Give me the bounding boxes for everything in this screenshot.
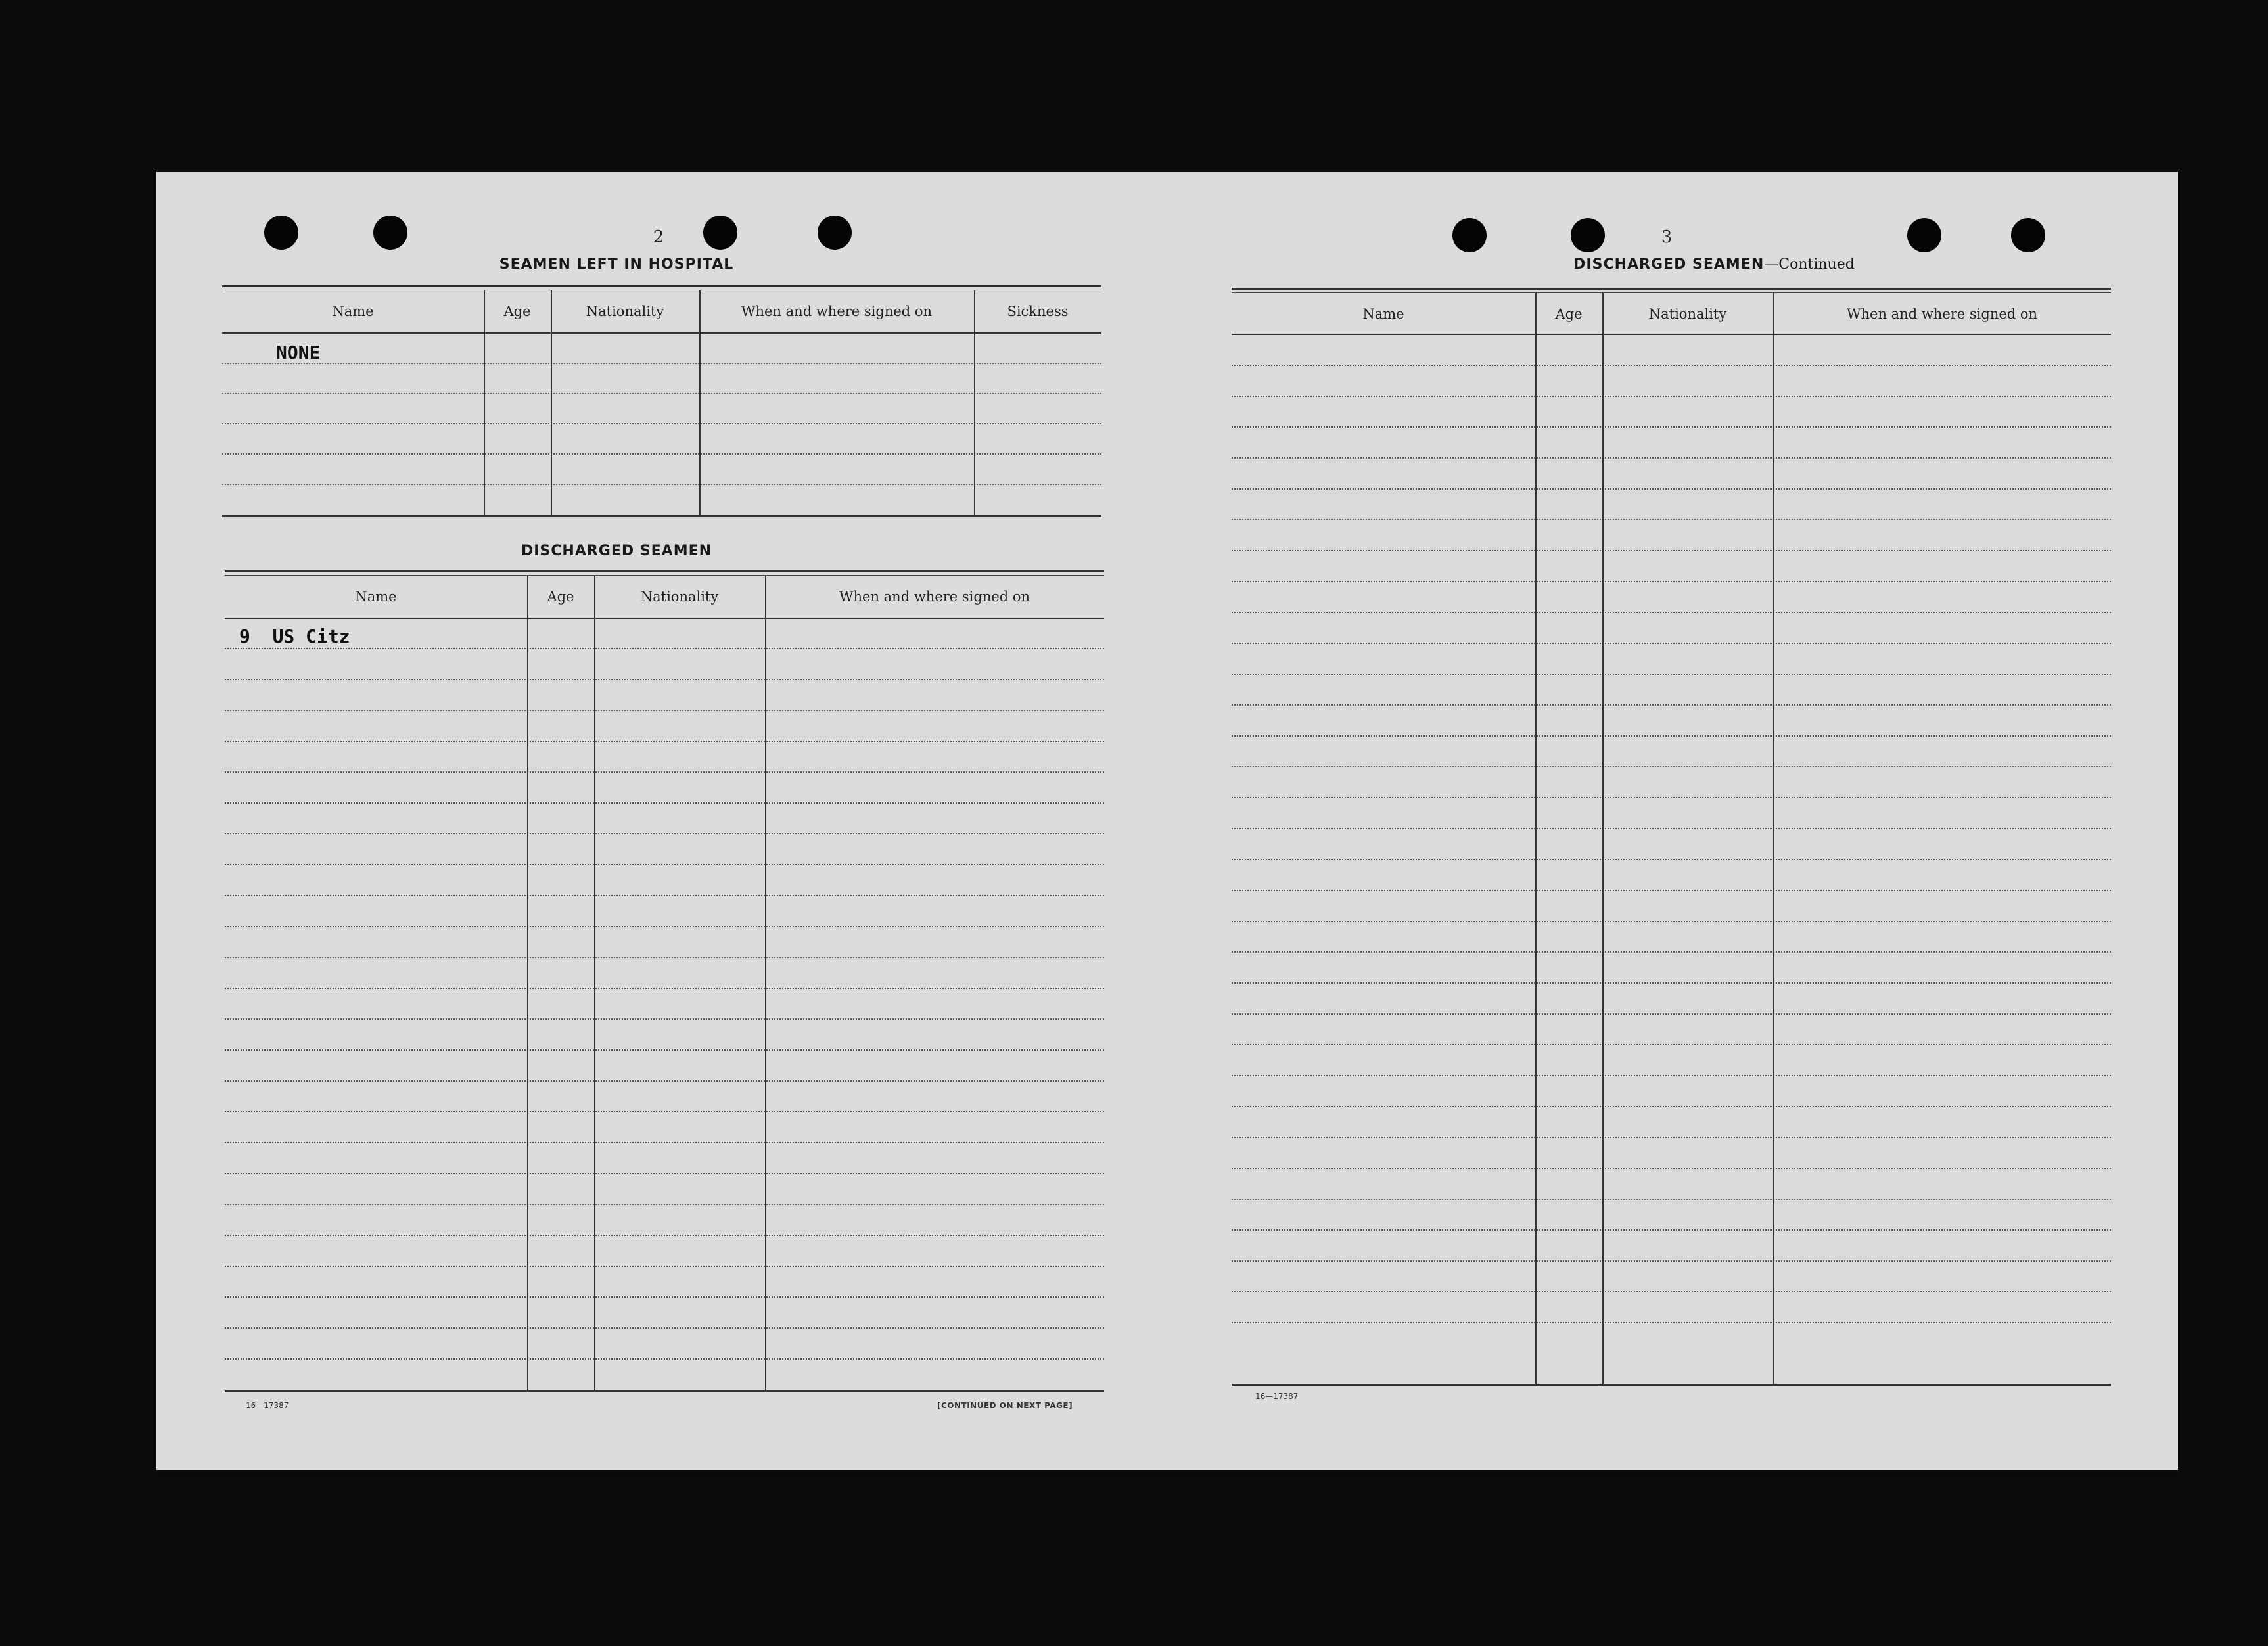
discharged-section-title: DISCHARGED SEAMEN [521, 543, 712, 559]
punch-hole [703, 216, 737, 250]
punch-hole [373, 216, 407, 250]
col-header-name: Name [332, 304, 374, 319]
page-number-left: 2 [653, 227, 664, 247]
punch-hole [1571, 218, 1605, 252]
col-header-age: Age [547, 589, 574, 605]
discharged-continued-suffix: —Continued [1764, 256, 1855, 273]
form-sheet [156, 172, 2178, 1470]
hospital-table [222, 285, 1101, 522]
col-header-signed-on: When and where signed on [1846, 306, 2038, 322]
hospital-entry-name: NONE [276, 342, 321, 363]
col-header-nationality: Nationality [586, 304, 664, 319]
col-header-name: Name [1362, 306, 1404, 322]
discharged-entry-name: 9 US Citz [239, 626, 350, 647]
col-header-signed-on: When and where signed on [741, 304, 933, 319]
col-header-age: Age [503, 304, 531, 319]
discharged-table-right [1232, 288, 2111, 1392]
punch-hole [1452, 218, 1487, 252]
page-number-right: 3 [1661, 227, 1673, 247]
form-number-left: 16—17387 [246, 1401, 289, 1410]
discharged-table-left [225, 570, 1104, 1398]
discharged-continued-title [1484, 256, 1944, 273]
form-number-right: 16—17387 [1255, 1392, 1299, 1401]
col-header-signed-on: When and where signed on [839, 589, 1030, 605]
punch-hole [2011, 218, 2045, 252]
col-header-sickness: Sickness [1007, 304, 1069, 319]
col-header-nationality: Nationality [640, 589, 719, 605]
discharged-continued-title-main: DISCHARGED SEAMEN [1573, 256, 1765, 273]
punch-hole [818, 216, 852, 250]
col-header-nationality: Nationality [1648, 306, 1727, 322]
col-header-name: Name [355, 589, 397, 605]
continued-note: [CONTINUED ON NEXT PAGE] [937, 1401, 1073, 1410]
punch-hole [264, 216, 298, 250]
col-header-age: Age [1555, 306, 1583, 322]
hospital-section-title: SEAMEN LEFT IN HOSPITAL [499, 256, 734, 273]
punch-hole [1907, 218, 1941, 252]
